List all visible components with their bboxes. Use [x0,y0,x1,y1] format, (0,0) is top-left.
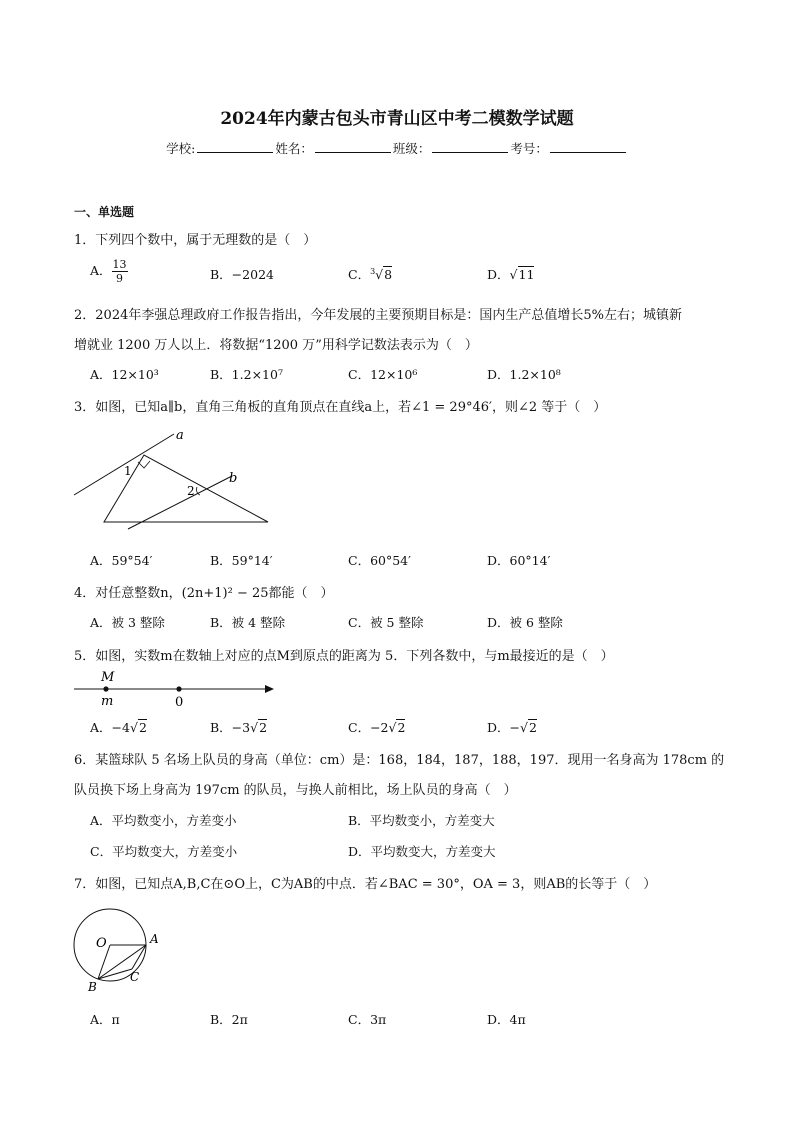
q2-option-d: D．1.2×10⁸ [487,367,561,382]
q5-number-line [72,666,282,710]
question-6-stem-line2: 队员换下场上身高为 197cm 的队员，与换人前相比，场上队员的身高（ ） [74,783,517,798]
q2-option-c: C．12×10⁶ [348,367,418,382]
q7-option-d: D．4π [487,1012,526,1027]
school-label: 学校: [166,141,196,156]
q5-option-a: A．−4√2 [90,720,147,735]
q4-option-c: C．被 5 整除 [348,615,424,630]
q6-option-d: D．平均数变大，方差变大 [348,844,496,859]
q2-option-a: A．12×10³ [90,367,159,382]
student-info-line [0,139,794,157]
question-1-stem: 1．下列四个数中，属于无理数的是（ ） [74,233,317,248]
question-6-stem-line1: 6．某篮球队 5 名场上队员的身高（单位：cm）是：168，184，187，188，197．现用一名身高为 178cm 的 [74,753,725,768]
q1-option-a: A． $\frac{13}{9}$ [90,258,127,285]
point-C-label: C [130,970,140,984]
q7-option-c: C．3π [348,1012,387,1027]
line-a-label: a [176,428,184,443]
page-title: 2024年内蒙古包头市青山区中考二模数学试题 [220,109,574,129]
q4-option-a: A．被 3 整除 [90,615,165,630]
q4-option-d: D．被 6 整除 [487,615,563,630]
center-O-label: O [96,936,107,951]
q3-figure [70,425,290,530]
question-2-stem-line1: 2．2024年李强总理政府工作报告指出，今年发展的主要预期目标是：国内生产总值增长5%左右；城镇新 [74,308,682,323]
q7-option-a: A．π [90,1012,120,1027]
question-5-stem: 5．如图，实数m在数轴上对应的点M到原点的距离为 5．下列各数中，与m最接近的是（ ） [74,649,614,664]
question-4-stem: 4．对任意整数n，(2n+1)² − 25都能（ ） [74,586,334,601]
q1-option-d: D．√11 [487,267,535,282]
name-blank[interactable] [315,142,391,153]
question-3-stem: 3．如图，已知a∥b，直角三角板的直角顶点在直线a上，若∠1 = 29°46′，则∠2 等于（ ） [74,400,607,415]
q6-option-b: B．平均数变小，方差变大 [348,813,495,828]
exam-no-label: 考号： [510,141,548,156]
exam-no-blank[interactable] [550,142,626,153]
question-2-stem-line2: 增就业 1200 万人以上．将数据“1200 万”用科学记数法表示为（ ） [74,338,478,353]
q7-option-b: B．2π [210,1012,248,1027]
class-blank[interactable] [432,142,508,153]
class-label: 班级： [392,141,431,156]
q6-option-c: C．平均数变大，方差变小 [90,844,238,859]
q5-option-c: C．−2√2 [348,720,406,735]
q4-option-b: B．被 4 整除 [210,615,286,630]
school-blank[interactable] [197,142,273,153]
q3-option-d: D．60°14′ [487,553,551,568]
line-b-label: b [229,471,238,486]
q5-option-b: B．−3√2 [210,720,268,735]
name-label: 姓名： [275,141,313,156]
fraction: $\frac{13}{9}$ [112,258,127,285]
q1-option-b: B．−2024 [210,267,274,282]
question-7-stem: 7．如图，已知点A,B,C在⊙O上，C为AB的中点．若∠BAC = 30°，OA = 3，则AB的长等于（ ） [74,877,657,892]
point-M-label: M [101,670,115,685]
point-m-label: m [101,694,114,709]
angle-2-label: 2 [187,484,195,498]
q6-option-a: A．平均数变小，方差变小 [90,813,237,828]
q3-option-b: B．59°14′ [210,553,273,568]
q2-option-b: B．1.2×10⁷ [210,367,283,382]
q1-option-c: C．$^3$√8 [348,266,393,282]
point-B-label: B [88,980,97,993]
section-heading: 一、单选题 [74,205,135,219]
q5-option-d: D．−√2 [487,720,537,735]
q7-circle-figure [70,905,170,993]
point-A-label: A [150,932,159,946]
origin-label: 0 [175,695,184,710]
q3-option-c: C．60°54′ [348,553,411,568]
angle-1-label: 1 [124,464,132,478]
q3-option-a: A．59°54′ [90,553,153,568]
